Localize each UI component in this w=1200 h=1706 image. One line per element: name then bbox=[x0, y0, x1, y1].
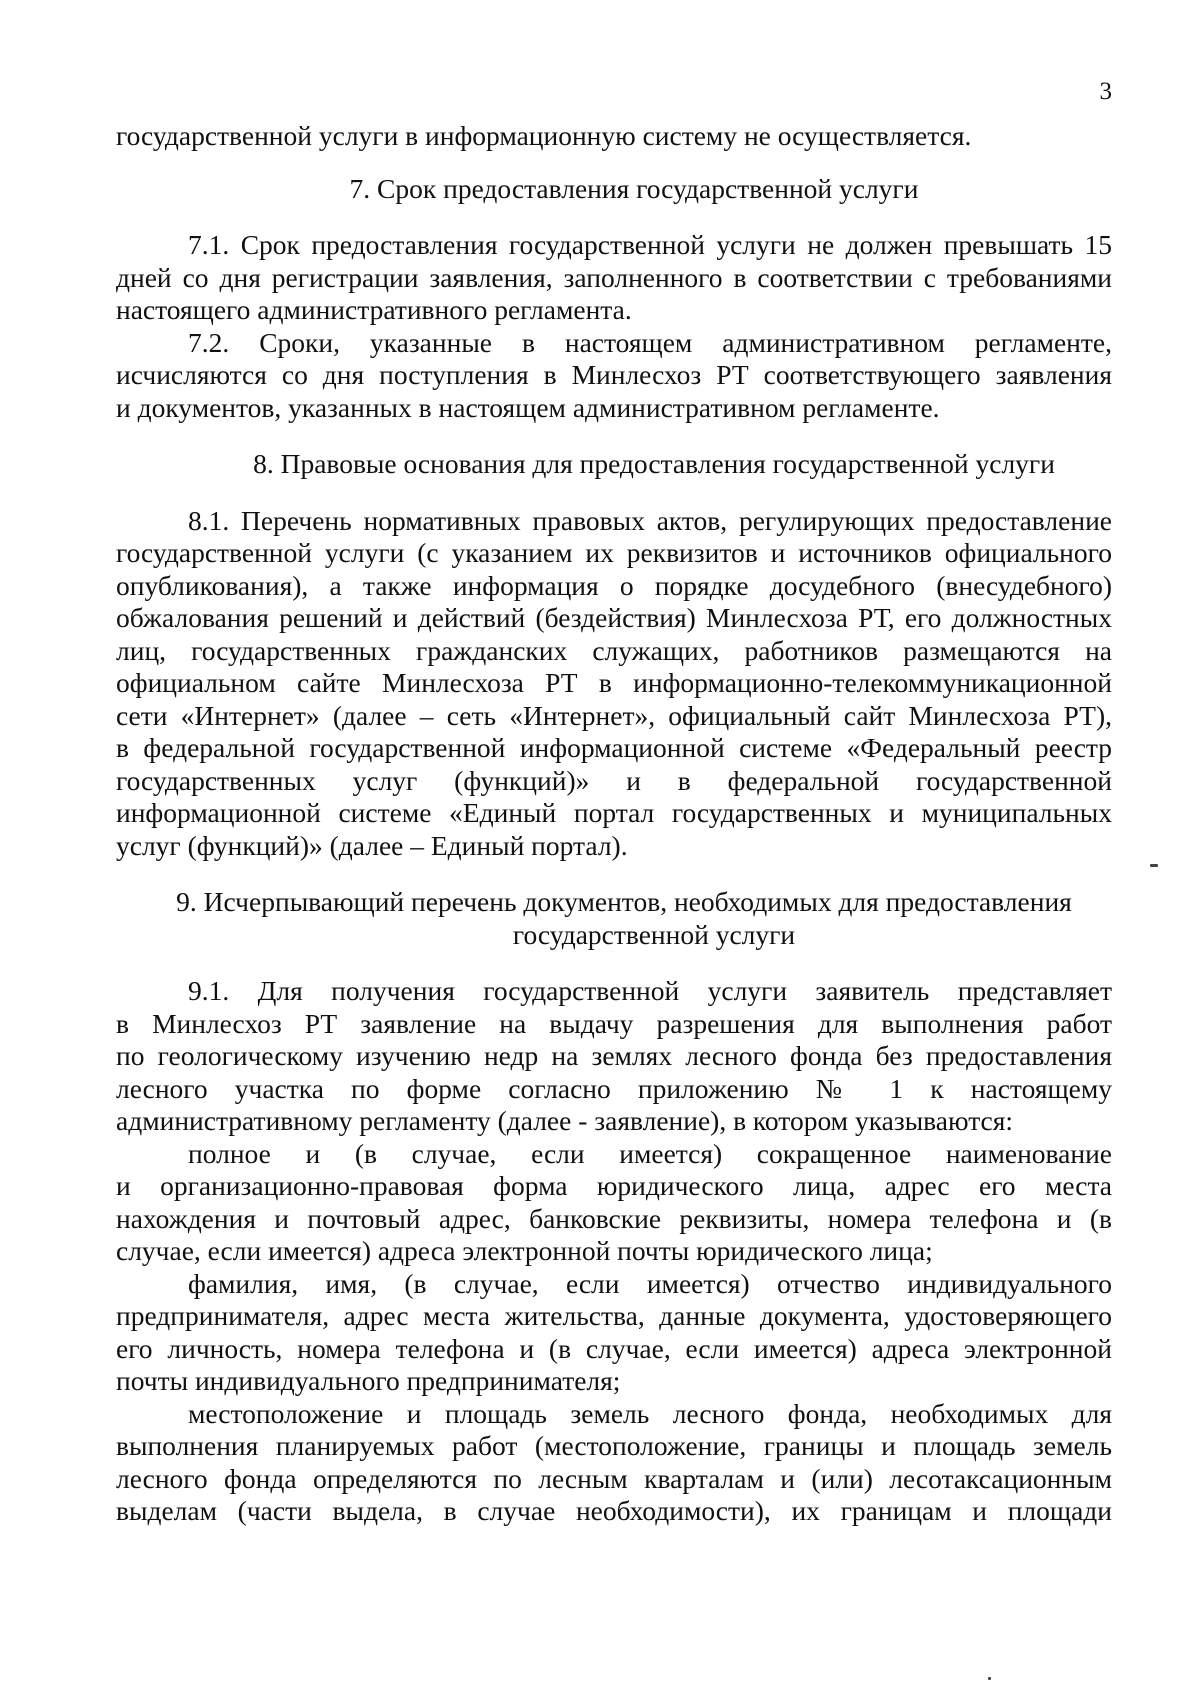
text-line: предпринимателя, адрес места жительства, данные документа, удостоверяющего bbox=[116, 1300, 1112, 1331]
text-line: обжалования решений и действий (бездействия) Минлесхоза РТ, его должностных bbox=[116, 602, 1112, 633]
text-line: опубликования), а также информация о порядке досудебного (внесудебного) bbox=[116, 569, 1112, 601]
text-line: информационной системе «Единый портал государственных и муниципальных bbox=[116, 797, 1112, 828]
text-line: административному регламенту (далее - заявление), в котором указываются: bbox=[116, 1105, 1014, 1136]
text-line: и документов, указанных в настоящем административном регламенте. bbox=[116, 391, 940, 423]
paragraph-8-1 bbox=[116, 505, 1112, 863]
text-line: услуг (функций)» (далее – Единый портал). bbox=[116, 829, 628, 861]
document-body bbox=[116, 120, 1112, 1528]
page-number: 3 bbox=[1099, 78, 1112, 105]
list-item-location bbox=[116, 1398, 1112, 1528]
text-line: фамилия, имя, (в случае, если имеется) отчество индивидуального bbox=[188, 1267, 1112, 1299]
section-8-heading: 8. Правовые основания для предоставления государственной услуги bbox=[253, 448, 1055, 479]
text-line: исчисляются со дня поступления в Минлесхоз РТ соответствующего заявления bbox=[116, 359, 1112, 390]
text-line: дней со дня регистрации заявления, заполненного в соответствии с требованиями bbox=[116, 261, 1112, 293]
text-line: по геологическому изучению недр на землях лесного фонда без предоставления bbox=[116, 1040, 1112, 1071]
text-line: лесного фонда определяются по лесным кварталам и (или) лесотаксационным bbox=[116, 1462, 1112, 1494]
text-line: официальном сайте Минлесхоза РТ в информационно-телекоммуникационной bbox=[116, 667, 1112, 698]
text-line: государственной услуги в информационную систему не осуществляется. bbox=[116, 120, 972, 151]
text-line: выделам (части выдела, в случае необходимости), их границам и площади bbox=[116, 1495, 1112, 1526]
text-line: лесного участка по форме согласно приложению № 1 к настоящему bbox=[116, 1072, 1112, 1104]
section-9-heading bbox=[116, 886, 1112, 951]
text-line: настоящего административного регламента. bbox=[116, 294, 632, 325]
text-line: в Минлесхоз РТ заявление на выдачу разрешения для выполнения работ bbox=[116, 1007, 1112, 1039]
text-line: его личность, номера телефона и (в случае, если имеется) адреса электронной bbox=[116, 1332, 1112, 1364]
scan-speck bbox=[1150, 864, 1158, 867]
text-line: сети «Интернет» (далее – сеть «Интернет», официальный сайт Минлесхоза РТ), bbox=[116, 699, 1112, 731]
text-line: государственной услуги (с указанием их реквизитов и источников официального bbox=[116, 537, 1112, 568]
text-line: в федеральной государственной информационной системе «Федеральный реестр bbox=[116, 732, 1112, 763]
text-line: государственных услуг (функций)» и в федеральной государственной bbox=[116, 764, 1112, 796]
text-line: местоположение и площадь земель лесного фонда, необходимых для bbox=[188, 1397, 1112, 1429]
text-line: государственной услуги bbox=[512, 918, 796, 950]
section-7-heading: 7. Срок предоставления государственной услуги bbox=[349, 172, 919, 204]
text-line: полное и (в случае, если имеется) сокращенное наименование bbox=[188, 1137, 1112, 1169]
text-line: 9.1. Для получения государственной услуги заявитель представляет bbox=[188, 975, 1112, 1006]
text-line: почты индивидуального предпринимателя; bbox=[116, 1365, 621, 1396]
paragraph-7-1 bbox=[116, 229, 1112, 327]
continuation-paragraph bbox=[116, 120, 1112, 153]
list-item-entrepreneur bbox=[116, 1268, 1112, 1398]
text-line: 7.1. Срок предоставления государственной услуги не должен превышать 15 bbox=[188, 229, 1112, 260]
text-line: лиц, государственных гражданских служащих, работников размещаются на bbox=[116, 634, 1112, 666]
paragraph-9-1 bbox=[116, 975, 1112, 1138]
text-line: 9. Исчерпывающий перечень документов, необходимых для предоставления bbox=[176, 886, 1072, 917]
text-line: 8.1. Перечень нормативных правовых актов, регулирующих предоставление bbox=[188, 504, 1112, 536]
text-line: выполнения планируемых работ (местоположение, границы и площадь земель bbox=[116, 1430, 1112, 1461]
text-line: нахождения и почтовый адрес, банковские реквизиты, номера телефона и (в bbox=[116, 1202, 1112, 1234]
paragraph-7-2 bbox=[116, 327, 1112, 425]
text-line: 7.2. Сроки, указанные в настоящем административном регламенте, bbox=[188, 326, 1112, 358]
text-line: случае, если имеется) адреса электронной почты юридического лица; bbox=[116, 1235, 933, 1266]
scan-speck bbox=[988, 1677, 991, 1680]
list-item-legal-entity bbox=[116, 1138, 1112, 1268]
text-line: и организационно-правовая форма юридического лица, адрес его места bbox=[116, 1170, 1112, 1201]
